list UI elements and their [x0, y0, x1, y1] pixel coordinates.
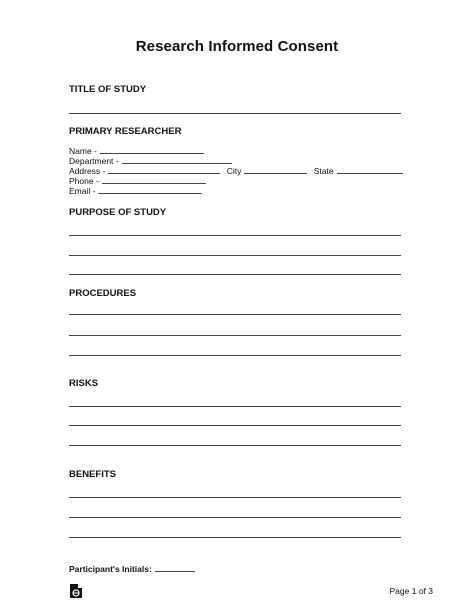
- document-title: Research Informed Consent: [135, 38, 339, 55]
- phone-label: Phone -: [69, 176, 99, 186]
- state-field[interactable]: [337, 166, 403, 174]
- name-label: Name -: [69, 146, 97, 156]
- researcher-address-row: [69, 166, 403, 176]
- benefits-line-3[interactable]: [69, 537, 401, 538]
- state-label: State: [313, 166, 334, 176]
- section-heading-purpose-of-study: PURPOSE OF STUDY: [69, 207, 167, 218]
- city-field[interactable]: [244, 166, 307, 174]
- benefits-line-2[interactable]: [69, 517, 401, 518]
- benefits-line-1[interactable]: [69, 497, 401, 498]
- address-label: Address -: [69, 166, 106, 176]
- procedures-line-2[interactable]: [69, 335, 401, 336]
- researcher-department-row: [69, 156, 232, 166]
- department-label: Department -: [69, 156, 119, 166]
- address-field[interactable]: [108, 166, 220, 174]
- risks-line-1[interactable]: [69, 406, 401, 407]
- researcher-phone-row: [69, 176, 206, 186]
- section-heading-risks: RISKS: [69, 378, 99, 389]
- email-label: Email -: [69, 186, 96, 196]
- researcher-email-row: [69, 186, 202, 196]
- researcher-name-row: [69, 146, 204, 156]
- purpose-line-1[interactable]: [69, 235, 401, 236]
- procedures-line-3[interactable]: [69, 355, 401, 356]
- email-field[interactable]: [98, 186, 202, 194]
- city-label: City: [226, 166, 242, 176]
- initials-field[interactable]: [155, 563, 195, 572]
- section-heading-procedures: PROCEDURES: [69, 288, 137, 299]
- section-heading-primary-researcher: PRIMARY RESEARCHER: [69, 126, 182, 137]
- phone-field[interactable]: [102, 176, 206, 184]
- purpose-line-2[interactable]: [69, 255, 401, 256]
- name-field[interactable]: [100, 146, 204, 154]
- purpose-line-3[interactable]: [69, 274, 401, 275]
- risks-line-2[interactable]: [69, 425, 401, 426]
- section-heading-title-of-study: TITLE OF STUDY: [69, 84, 147, 95]
- document-logo-icon: [69, 583, 83, 599]
- procedures-line-1[interactable]: [69, 314, 401, 315]
- title-of-study-line[interactable]: [69, 113, 401, 114]
- participant-initials-row: [69, 563, 195, 574]
- page-number: Page 1 of 3: [389, 586, 433, 596]
- department-field[interactable]: [122, 156, 232, 164]
- initials-label: Participant's Initials:: [69, 564, 152, 574]
- section-heading-benefits: BENEFITS: [69, 469, 116, 480]
- risks-line-3[interactable]: [69, 445, 401, 446]
